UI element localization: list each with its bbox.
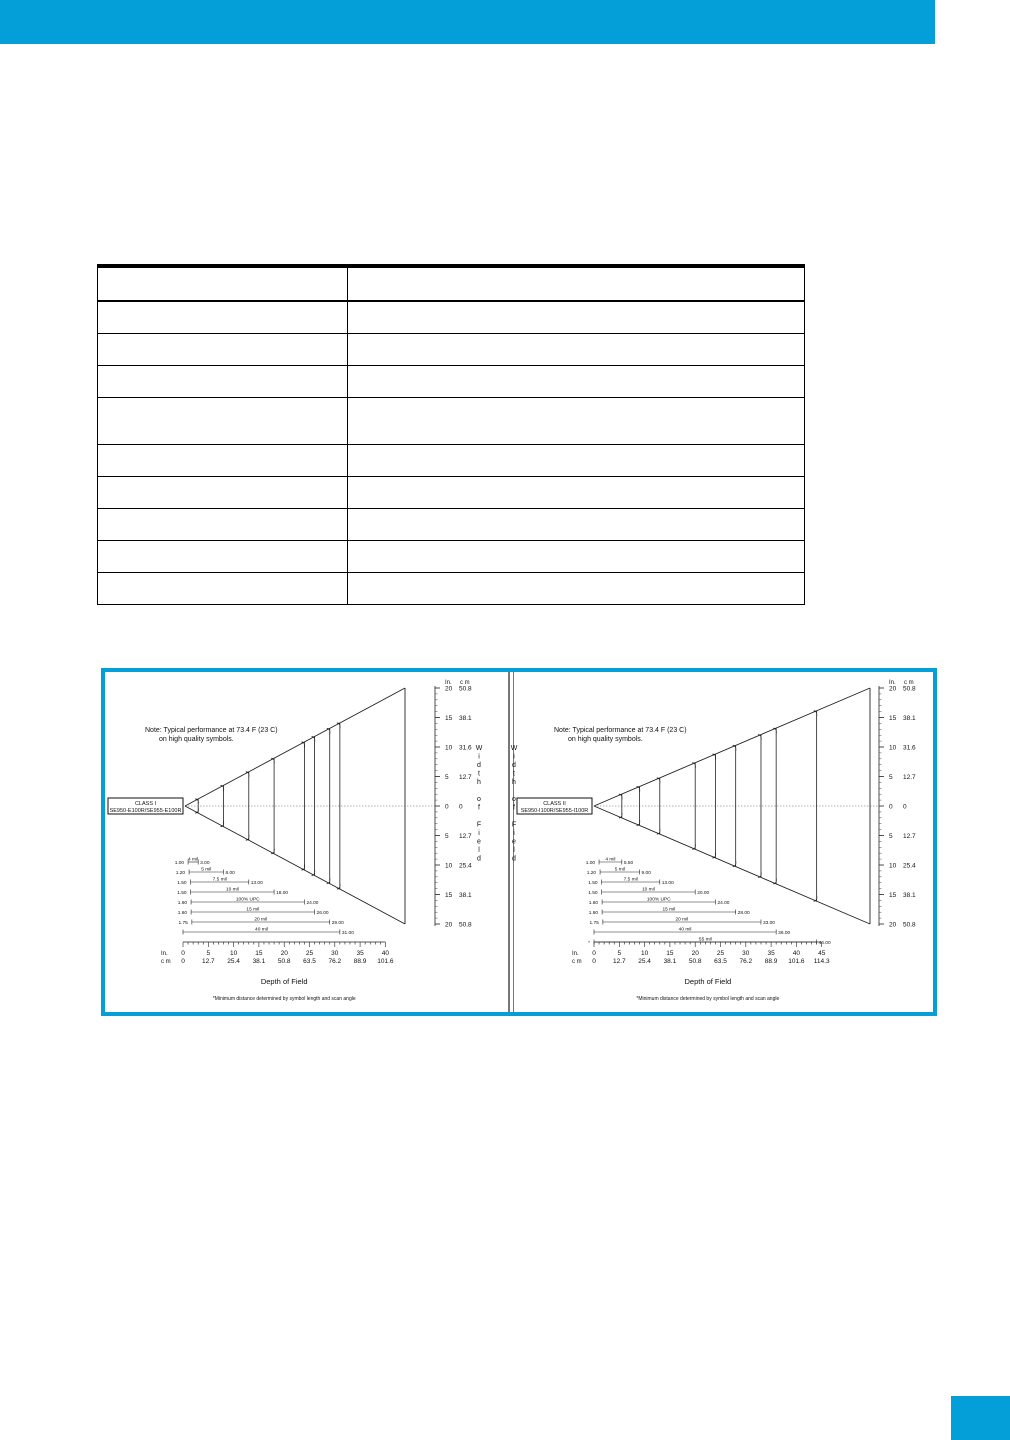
width-tick-in: 20	[445, 921, 453, 929]
table-cell	[98, 573, 348, 605]
width-tick-in: 20	[889, 921, 897, 929]
bar-max-value: 26.00	[316, 911, 329, 916]
depth-tick-cm: 38.1	[252, 958, 266, 965]
footnote: *Minimum distance determined by symbol length and scan angle	[212, 996, 356, 1002]
table-cell	[348, 301, 805, 334]
bar-label: 20 mil	[254, 917, 268, 923]
bar-min-value: 1.20	[586, 871, 597, 876]
depth-tick-in: 40	[792, 950, 801, 957]
depth-tick-cm: 88.9	[353, 958, 367, 965]
table-cell	[98, 301, 348, 334]
bar-label: 7.5 mil	[212, 877, 227, 883]
axis-title: Depth of Field	[260, 977, 308, 986]
table-row	[98, 334, 805, 366]
depth-tick-in: 15	[255, 950, 263, 957]
depth-tick-in: 35	[767, 950, 775, 957]
bar-min-value: 1.75	[178, 921, 188, 926]
bar-max-value: 5.50	[623, 861, 634, 866]
note-text: on high quality symbols.	[159, 736, 234, 743]
table-row	[98, 541, 805, 573]
bar-max-value: 18.00	[276, 891, 289, 896]
scale-unit: c m	[904, 680, 914, 686]
table-row	[98, 573, 805, 605]
cone-edge	[185, 688, 405, 806]
side-label-letter: o	[477, 796, 481, 803]
axis-title: Depth of Field	[684, 977, 732, 986]
header-band	[0, 0, 935, 44]
table-cell	[348, 477, 805, 509]
depth-tick-in: 0	[181, 950, 185, 957]
cone-edge	[185, 806, 405, 924]
width-tick-cm: 12.7	[459, 774, 472, 781]
class-label: SE950-E100R/SE955-E100R	[109, 808, 182, 814]
scale-unit: c m	[460, 680, 470, 686]
width-tick-cm: 0	[459, 803, 463, 811]
depth-tick-in: 20	[691, 950, 699, 957]
bar-max-value: 28.00	[737, 911, 750, 916]
bar-max-value: 31.00	[341, 931, 354, 936]
table-cell	[98, 334, 348, 366]
table-cell	[98, 541, 348, 573]
depth-tick-cm: 76.2	[328, 958, 342, 965]
depth-tick-cm: 101.6	[377, 958, 394, 965]
bar-min-value: *	[588, 941, 590, 946]
table-header-cell	[98, 266, 348, 301]
bar-label: 7.5 mil	[623, 877, 638, 883]
table-header-cell	[348, 266, 805, 301]
bar-min-value: 1.00	[174, 861, 185, 866]
width-tick-in: 0	[889, 803, 893, 811]
bar-min-value: 1.60	[588, 901, 599, 906]
side-label-letter: t	[478, 770, 480, 778]
width-tick-in: 10	[889, 744, 897, 752]
width-tick-in: 0	[445, 803, 449, 811]
side-label-letter: F	[511, 821, 517, 829]
width-tick-in: 15	[445, 892, 453, 899]
width-tick-cm: 0	[903, 803, 907, 811]
bar-max-value: 13.00	[250, 881, 263, 886]
width-tick-cm: 31.6	[459, 744, 472, 752]
table-row	[98, 477, 805, 509]
width-tick-cm: 25.4	[903, 862, 916, 870]
table-row	[98, 366, 805, 398]
side-label-letter: f	[513, 804, 515, 812]
table-row	[98, 445, 805, 477]
bar-label: 55 mil	[698, 937, 712, 943]
width-tick-in: 10	[889, 862, 897, 870]
depth-tick-cm: 50.8	[277, 958, 291, 965]
depth-tick-cm: 0	[181, 958, 185, 965]
axis-unit: c m	[572, 959, 582, 965]
scale-unit: In.	[889, 680, 896, 686]
depth-tick-cm: 63.5	[714, 958, 727, 965]
bar-min-value: 1.50	[588, 881, 598, 886]
depth-tick-in: 0	[592, 950, 596, 957]
depth-tick-cm: 25.4	[227, 958, 240, 965]
table-row	[98, 509, 805, 541]
table-row	[98, 398, 805, 445]
note-text: Note: Typical performance at 73.4 F (23 C)	[554, 727, 687, 734]
bar-max-value: 36.00	[778, 931, 791, 936]
width-tick-cm: 38.1	[903, 892, 916, 899]
bar-label: 15 mil	[662, 907, 676, 913]
table-row	[98, 301, 805, 334]
depth-tick-in: 25	[716, 950, 725, 957]
width-tick-in: 5	[889, 833, 893, 840]
table-cell	[348, 541, 805, 573]
depth-tick-in: 30	[742, 950, 750, 957]
bar-label: 4 mil	[605, 857, 616, 863]
depth-tick-in: 10	[229, 950, 238, 957]
table-cell	[348, 334, 805, 366]
depth-tick-in: 45	[818, 950, 826, 957]
bar-label: 15 mil	[246, 907, 260, 913]
scale-unit: In.	[445, 680, 452, 686]
side-label-letter: i	[478, 830, 480, 837]
table-cell	[348, 398, 805, 445]
table-cell	[98, 398, 348, 445]
bar-min-value: 1.50	[177, 881, 187, 886]
width-tick-in: 20	[889, 685, 897, 693]
bar-max-value: 33.00	[762, 921, 775, 926]
bar-max-value: 24.00	[306, 901, 319, 906]
depth-tick-in: 10	[640, 950, 649, 957]
table-cell	[348, 445, 805, 477]
bar-max-value: 24.00	[717, 901, 730, 906]
depth-tick-cm: 114.3	[813, 958, 830, 965]
note-text: on high quality symbols.	[568, 736, 643, 743]
table-cell	[98, 509, 348, 541]
width-tick-in: 15	[445, 715, 453, 722]
depth-tick-in: 35	[356, 950, 364, 957]
side-label-letter: i	[513, 753, 515, 761]
table-cell	[348, 573, 805, 605]
bar-label: 10 mil	[641, 887, 655, 893]
width-tick-cm: 50.8	[903, 685, 916, 693]
depth-of-field-diagram	[105, 672, 933, 1012]
cone-edge	[594, 688, 870, 806]
axis-unit: In.	[161, 951, 168, 957]
bar-label: 5 mil	[201, 867, 212, 873]
depth-tick-cm: 101.6	[788, 958, 805, 965]
bar-min-value: 1.75	[589, 921, 599, 926]
depth-tick-cm: 38.1	[663, 958, 677, 965]
axis-unit: In.	[572, 951, 579, 957]
width-tick-in: 20	[445, 685, 453, 693]
depth-tick-in: 25	[305, 950, 314, 957]
depth-tick-cm: 88.9	[764, 958, 778, 965]
depth-tick-cm: 50.8	[688, 958, 702, 965]
side-label-letter: e	[512, 838, 516, 846]
side-label-letter: d	[477, 762, 481, 769]
side-label-letter: e	[477, 838, 481, 846]
side-label-letter: t	[513, 770, 515, 778]
side-label-letter: F	[476, 821, 482, 829]
table-cell	[98, 445, 348, 477]
bar-min-value: 1.00	[585, 861, 596, 866]
cone-edge	[594, 806, 870, 924]
width-tick-in: 5	[889, 774, 893, 781]
bar-min-value: 1.60	[177, 901, 188, 906]
bar-max-value: 8.00	[225, 871, 235, 876]
depth-tick-in: 20	[280, 950, 288, 957]
bar-label: 100% UPC	[646, 897, 671, 903]
side-label-letter: W	[475, 745, 483, 752]
bar-min-value: 1.50	[588, 891, 598, 896]
bar-label: 40 mil	[678, 927, 692, 933]
side-label-letter: f	[478, 804, 480, 812]
bar-max-value: 44.00	[818, 941, 831, 946]
footnote: *Minimum distance determined by symbol length and scan angle	[636, 996, 780, 1002]
side-label-letter: d	[512, 855, 516, 863]
side-label-letter: h	[477, 779, 481, 786]
bar-max-value: 9.00	[641, 871, 651, 876]
bar-max-value: 29.00	[331, 921, 344, 926]
depth-tick-cm: 12.7	[201, 958, 215, 965]
bar-min-value: 1.50	[177, 891, 187, 896]
width-tick-in: 15	[889, 892, 897, 899]
width-tick-cm: 12.7	[903, 833, 916, 840]
table-cell	[348, 366, 805, 398]
class-label: SE950-I100R/SE955-I100R	[520, 808, 589, 814]
bar-max-value: 3.00	[200, 861, 210, 866]
side-label-letter: l	[478, 847, 480, 854]
depth-tick-cm: 76.2	[739, 958, 753, 965]
depth-of-field-figure	[101, 668, 937, 1016]
class-label: CLASS II	[543, 801, 566, 807]
bar-label: 10 mil	[225, 887, 239, 893]
depth-tick-in: 30	[331, 950, 339, 957]
side-label-letter: d	[512, 762, 516, 769]
side-label-letter: o	[512, 796, 516, 803]
table-cell	[98, 366, 348, 398]
side-label-letter: i	[478, 753, 480, 761]
width-tick-in: 10	[445, 744, 453, 752]
width-tick-in: 5	[445, 774, 449, 781]
width-tick-cm: 38.1	[459, 892, 472, 899]
depth-tick-in: 5	[617, 950, 622, 957]
table-cell	[348, 509, 805, 541]
side-label-letter: h	[512, 779, 516, 786]
depth-tick-cm: 0	[592, 958, 596, 965]
depth-tick-in: 40	[381, 950, 390, 957]
side-label-letter: i	[513, 830, 515, 837]
bar-min-value: 1.60	[177, 911, 188, 916]
depth-tick-in: 5	[206, 950, 211, 957]
width-tick-cm: 50.8	[459, 685, 472, 693]
width-tick-cm: 50.8	[459, 921, 472, 929]
spec-table	[97, 264, 805, 605]
side-label-letter: l	[513, 847, 515, 854]
width-tick-cm: 25.4	[459, 862, 472, 870]
width-tick-cm: 12.7	[459, 833, 472, 840]
bar-label: 100% UPC	[235, 897, 260, 903]
width-tick-cm: 31.6	[903, 744, 916, 752]
depth-tick-cm: 12.7	[612, 958, 626, 965]
table-cell	[98, 477, 348, 509]
width-tick-in: 15	[889, 715, 897, 722]
width-tick-cm: 12.7	[903, 774, 916, 781]
depth-tick-cm: 25.4	[638, 958, 651, 965]
bar-label: 5 mil	[614, 867, 625, 873]
bar-label: 4 mil	[188, 857, 199, 863]
width-tick-cm: 50.8	[903, 921, 916, 929]
bar-min-value: 1.20	[175, 871, 186, 876]
depth-tick-cm: 63.5	[303, 958, 316, 965]
side-label-letter: W	[510, 745, 518, 752]
width-tick-cm: 38.1	[903, 715, 916, 722]
width-tick-cm: 38.1	[459, 715, 472, 722]
class-label: CLASS I	[134, 801, 157, 807]
bar-label: 40 mil	[255, 927, 268, 933]
depth-tick-in: 15	[666, 950, 674, 957]
bar-max-value: 13.00	[661, 881, 674, 886]
side-label-letter: d	[477, 855, 481, 863]
table-header-row	[98, 266, 805, 301]
width-tick-in: 5	[445, 833, 449, 840]
note-text: Note: Typical performance at 73.4 F (23 C)	[145, 727, 278, 734]
page-corner-tab	[951, 1396, 1010, 1440]
bar-label: 20 mil	[675, 917, 689, 923]
bar-max-value: 20.00	[697, 891, 710, 896]
read-range-curve	[195, 799, 198, 813]
bar-min-value: 1.60	[588, 911, 599, 916]
width-tick-in: 10	[445, 862, 453, 870]
axis-unit: c m	[161, 959, 171, 965]
